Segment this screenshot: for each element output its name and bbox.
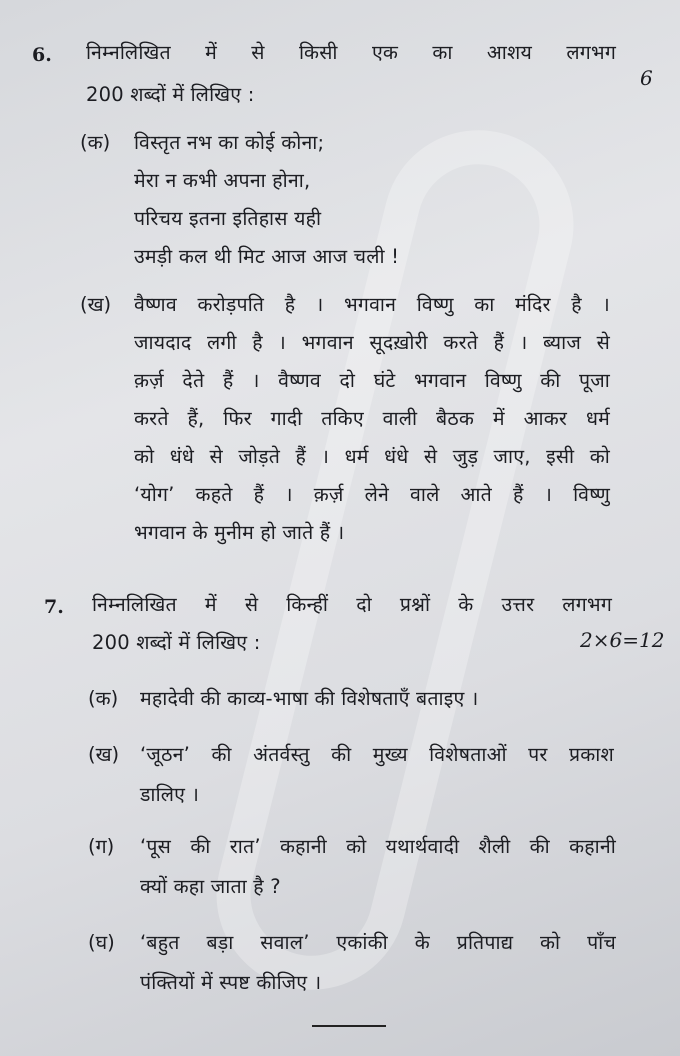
q6-part-ka-line: विस्तृत नभ का कोई कोना;	[134, 131, 325, 154]
q6-part-kha-line: वैष्णव करोड़पति है । भगवान विष्णु का मंदिर है ।	[134, 293, 610, 316]
question-7-number: 7.	[44, 596, 64, 618]
q6-part-kha-line: जायदाद लगी है । भगवान सूदख़ोरी करते हैं । ब्याज से	[134, 331, 610, 354]
q6-part-ka-line: मेरा न कभी अपना होना,	[134, 169, 311, 192]
q6-part-kha-label: (ख)	[80, 293, 112, 316]
question-7-marks: 2×6=12	[580, 628, 665, 652]
q7-part-ka-label: (क)	[88, 687, 119, 710]
end-rule	[312, 1025, 386, 1027]
q6-part-ka-line: उमड़ी कल थी मिट आज आज चली !	[134, 245, 400, 268]
q7-part-ga-line: क्यों कहा जाता है ?	[140, 875, 281, 898]
q6-part-kha-line: क़र्ज़ देते हैं । वैष्णव दो घंटे भगवान विष्णु की पूजा	[134, 369, 610, 392]
q7-part-ga-label: (ग)	[88, 835, 115, 858]
question-6-instruction-line2: 200 शब्दों में लिखिए :	[86, 83, 255, 106]
q7-part-kha-line: डालिए ।	[140, 783, 200, 806]
q6-part-kha-line: को धंधे से जोड़ते हैं । धर्म धंधे से जुड़ जाए, इसी को	[134, 445, 610, 468]
q6-part-kha-line: करते हैं, फिर गादी तकिए वाली बैठक में आकर धर्म	[134, 407, 610, 430]
q7-part-gha-line: पंक्तियों में स्पष्ट कीजिए ।	[140, 971, 322, 994]
q7-part-ga-line: ‘पूस की रात’ कहानी को यथार्थवादी शैली की कहानी	[140, 835, 616, 858]
q7-part-ka-line: महादेवी की काव्य-भाषा की विशेषताएँ बताइए ।	[140, 687, 479, 710]
q6-part-kha-line: भगवान के मुनीम हो जाते हैं ।	[134, 521, 345, 544]
q6-part-ka-label: (क)	[80, 131, 111, 154]
question-7-instruction-line1: निम्नलिखित में से किन्हीं दो प्रश्नों के उत्तर लगभग	[92, 593, 612, 616]
question-6-instruction-line1: निम्नलिखित में से किसी एक का आशय लगभग	[86, 41, 616, 64]
question-7-instruction-line2: 200 शब्दों में लिखिए :	[92, 631, 261, 654]
q7-part-gha-label: (घ)	[88, 931, 115, 954]
q7-part-kha-label: (ख)	[88, 743, 120, 766]
q7-part-gha-line: ‘बहुत बड़ा सवाल’ एकांकी के प्रतिपाद्य को पाँच	[140, 931, 616, 954]
question-6-marks: 6	[640, 66, 653, 90]
q6-part-kha-line: ‘योग’ कहते हैं । क़र्ज़ लेने वाले आते हैं । विष्णु	[134, 483, 610, 506]
q6-part-ka-line: परिचय इतना इतिहास यही	[134, 207, 322, 230]
q7-part-kha-line: ‘जूठन’ की अंतर्वस्तु की मुख्य विशेषताओं पर प्रकाश	[140, 743, 614, 766]
question-6-number: 6.	[32, 44, 52, 66]
